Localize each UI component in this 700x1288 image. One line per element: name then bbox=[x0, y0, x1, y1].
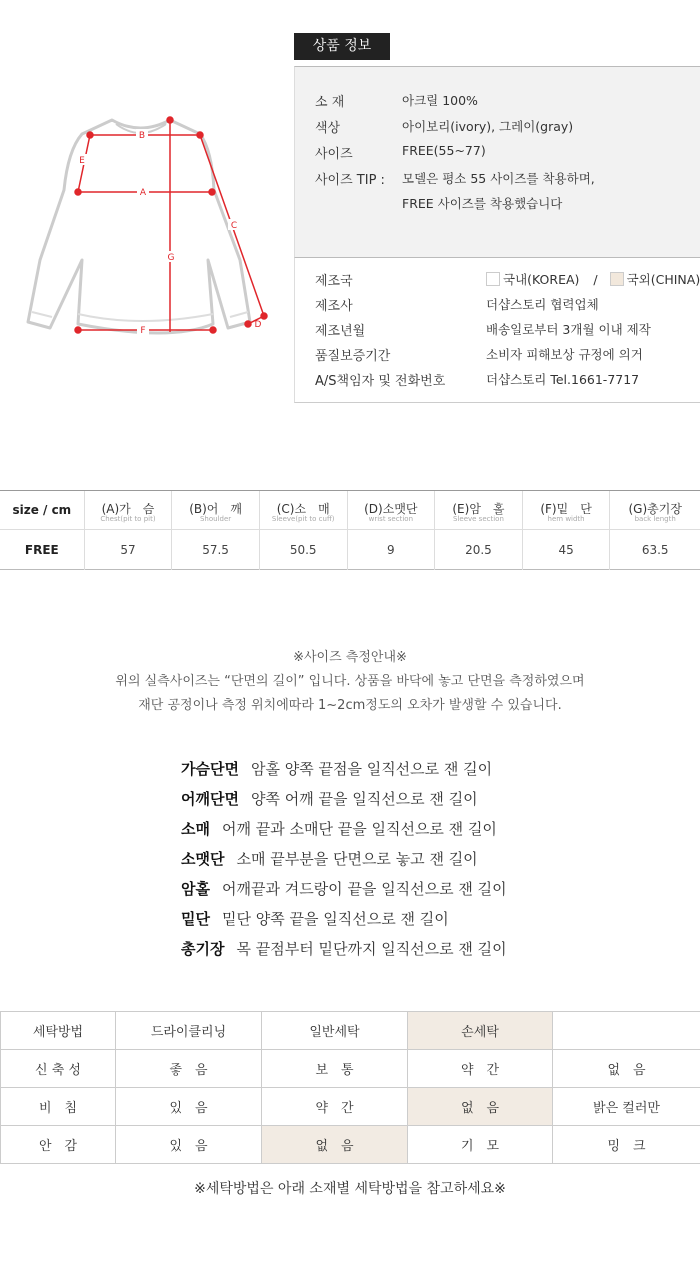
definition-desc: 암홀 양쪽 끝점을 일직선으로 잰 길이 bbox=[250, 760, 493, 778]
size-table-header bbox=[0, 491, 700, 530]
origin-label: 제조국 bbox=[315, 274, 353, 289]
care-cell: 없 음 bbox=[553, 1050, 700, 1088]
guide-title: ※사이즈 측정안내※ bbox=[293, 650, 407, 665]
label-b: B bbox=[138, 131, 146, 141]
size-col-armhole bbox=[435, 491, 523, 529]
spec-value: 아이보리(ivory), 그레이(gray) bbox=[402, 119, 574, 134]
definition-term: 소맷단 bbox=[181, 850, 225, 868]
label-a: A bbox=[139, 188, 147, 198]
detail-value: 소비자 피해보상 규정에 의거 bbox=[486, 347, 643, 362]
point-d-left bbox=[245, 321, 251, 327]
size-col-shoulder bbox=[172, 491, 260, 529]
size-col-wrist bbox=[348, 491, 436, 529]
care-row-label: 신 축 성 bbox=[1, 1050, 116, 1088]
point-b-left bbox=[87, 132, 93, 138]
care-cell bbox=[553, 1012, 700, 1050]
definition-desc: 어깨 끝과 소매단 끝을 일직선으로 잰 길이 bbox=[221, 820, 497, 838]
origin-options bbox=[486, 270, 700, 288]
label-e: E bbox=[79, 156, 85, 166]
point-f-left bbox=[75, 327, 81, 333]
definition-item bbox=[181, 814, 681, 844]
label-f: F bbox=[140, 326, 146, 336]
sweater-measurement-diagram bbox=[20, 110, 280, 350]
definition-item bbox=[181, 874, 681, 904]
size-row-label: FREE bbox=[0, 530, 85, 570]
definition-item bbox=[181, 844, 681, 874]
definition-term: 총기장 bbox=[181, 940, 225, 958]
origin-divider: / bbox=[593, 272, 598, 287]
col-sub: Sleeve(pit to cuff) bbox=[271, 515, 335, 523]
definition-term: 밑단 bbox=[181, 910, 210, 928]
detail-label: 품질보증기간 bbox=[315, 349, 391, 364]
care-row-sheer bbox=[1, 1088, 700, 1126]
definition-item bbox=[181, 904, 681, 934]
spec-label: 사이즈 TIP : bbox=[315, 173, 385, 188]
definition-desc: 밑단 양쪽 끝을 일직선으로 잰 길이 bbox=[221, 910, 449, 928]
size-col-hem bbox=[523, 491, 611, 529]
definition-desc: 어깨끝과 겨드랑이 끝을 일직선으로 잰 길이 bbox=[221, 880, 507, 898]
care-note: ※세탁방법은 아래 소재별 세탁방법을 참고하세요※ bbox=[194, 1181, 506, 1197]
col-name: (B)어 깨 bbox=[189, 502, 242, 516]
manufacture-info-box bbox=[294, 257, 700, 403]
care-cell: 기 모 bbox=[408, 1126, 553, 1164]
detail-label: 제조년월 bbox=[315, 324, 366, 339]
size-value: 45 bbox=[523, 530, 611, 570]
definition-term: 가슴단면 bbox=[181, 760, 239, 778]
care-row-wash bbox=[1, 1012, 700, 1050]
care-row-lining bbox=[1, 1126, 700, 1164]
size-value: 50.5 bbox=[260, 530, 348, 570]
definition-term: 어깨단면 bbox=[181, 790, 239, 808]
definition-term: 암홀 bbox=[181, 880, 210, 898]
care-cell: 밍 크 bbox=[553, 1126, 700, 1164]
care-table bbox=[0, 1011, 700, 1164]
size-value: 63.5 bbox=[641, 543, 669, 557]
point-b-right bbox=[197, 132, 203, 138]
size-table-row bbox=[0, 530, 700, 570]
col-sub: Shoulder bbox=[199, 515, 232, 523]
size-col-chest bbox=[85, 491, 173, 529]
col-name: (G)총기장 bbox=[628, 502, 682, 516]
detail-value: 더샵스토리 협력업체 bbox=[486, 297, 599, 312]
definition-item bbox=[181, 754, 681, 784]
korea-checkbox-icon bbox=[486, 272, 500, 286]
spec-value: FREE(55~77) bbox=[402, 143, 486, 158]
col-sub: Sleeve section bbox=[453, 515, 504, 523]
spec-value: 모델은 평소 55 사이즈를 착용하며, bbox=[402, 171, 595, 186]
detail-label: A/S책임자 및 전화번호 bbox=[315, 374, 446, 389]
col-sub: Chest(pit to pit) bbox=[100, 515, 156, 523]
point-c-end bbox=[261, 313, 267, 319]
point-a-left bbox=[75, 189, 81, 195]
col-name: (A)가 슴 bbox=[101, 502, 155, 516]
china-checkbox-icon bbox=[610, 272, 624, 286]
size-value: 9 bbox=[348, 530, 436, 570]
col-name: (F)밑 단 bbox=[540, 502, 592, 516]
care-cell-selected: 손세탁 bbox=[408, 1012, 553, 1050]
spec-value: FREE 사이즈를 착용했습니다 bbox=[402, 196, 563, 211]
product-spec-box bbox=[294, 66, 700, 257]
label-g: G bbox=[167, 253, 175, 263]
care-cell-selected: 없 음 bbox=[408, 1088, 553, 1126]
care-row-label: 비 침 bbox=[1, 1088, 116, 1126]
sweater-outline bbox=[28, 120, 250, 333]
col-sub: wrist section bbox=[368, 515, 414, 523]
care-cell: 보 통 bbox=[262, 1050, 408, 1088]
size-value: 20.5 bbox=[435, 530, 523, 570]
definition-desc: 양쪽 어깨 끝을 일직선으로 잰 길이 bbox=[250, 790, 478, 808]
care-cell: 드라이클리닝 bbox=[116, 1012, 262, 1050]
label-c: C bbox=[230, 221, 238, 231]
point-g-top bbox=[167, 117, 173, 123]
col-name: (C)소 매 bbox=[276, 502, 330, 516]
size-col-length bbox=[610, 491, 700, 529]
cuff-line-left bbox=[32, 312, 52, 317]
care-cell: 약 간 bbox=[408, 1050, 553, 1088]
spec-value: 아크릴 100% bbox=[402, 93, 478, 108]
definition-term: 소매 bbox=[181, 820, 210, 838]
spec-label: 소 재 bbox=[315, 95, 345, 110]
care-cell-selected: 없 음 bbox=[262, 1126, 408, 1164]
care-cell: 밝은 컬러만 bbox=[553, 1088, 700, 1126]
care-cell: 일반세탁 bbox=[262, 1012, 408, 1050]
measurement-definitions bbox=[181, 754, 681, 964]
definition-item bbox=[181, 784, 681, 814]
detail-label: 제조사 bbox=[315, 299, 353, 314]
col-sub: back length bbox=[634, 515, 676, 523]
definition-item bbox=[181, 934, 681, 964]
spec-label: 사이즈 bbox=[315, 147, 353, 162]
care-row-stretch bbox=[1, 1050, 700, 1088]
label-d: D bbox=[254, 320, 262, 330]
cuff-line-right bbox=[230, 312, 248, 317]
care-row-label: 안 감 bbox=[1, 1126, 116, 1164]
size-unit-header: size / cm bbox=[0, 491, 85, 529]
size-value: 57.5 bbox=[172, 530, 260, 570]
size-table bbox=[0, 490, 700, 570]
spec-label: 색상 bbox=[315, 121, 341, 136]
definition-desc: 목 끝점부터 밑단까지 일직선으로 잰 길이 bbox=[236, 940, 507, 958]
product-info-tag: 상품 정보 bbox=[294, 33, 390, 60]
size-col-sleeve bbox=[260, 491, 348, 529]
col-sub: hem width bbox=[547, 515, 585, 523]
hem-line bbox=[78, 314, 213, 321]
point-a-right bbox=[209, 189, 215, 195]
definition-desc: 소매 끝부분을 단면으로 놓고 잰 길이 bbox=[236, 850, 478, 868]
col-name: (E)암 홀 bbox=[452, 502, 505, 516]
origin-korea: 국내(KOREA) bbox=[503, 272, 580, 287]
origin-china: 국외(CHINA) bbox=[626, 272, 700, 287]
detail-value: 배송일로부터 3개월 이내 제작 bbox=[486, 322, 651, 337]
point-f-right bbox=[210, 327, 216, 333]
care-row-label: 세탁방법 bbox=[1, 1012, 116, 1050]
col-name: (D)소맷단 bbox=[364, 502, 418, 516]
size-value: 57 bbox=[85, 530, 173, 570]
care-cell: 있 음 bbox=[116, 1088, 262, 1126]
size-guide bbox=[0, 646, 700, 718]
care-cell: 좋 음 bbox=[116, 1050, 262, 1088]
guide-line: 위의 실측사이즈는 “단면의 길이” 입니다. 상품을 바닥에 놓고 단면을 측정하였으며 bbox=[115, 674, 585, 689]
guide-line: 재단 공정이나 측정 위치에따라 1~2cm정도의 오차가 발생할 수 있습니다. bbox=[138, 698, 562, 713]
detail-value: 더샵스토리 Tel.1661-7717 bbox=[486, 372, 640, 387]
care-cell: 있 음 bbox=[116, 1126, 262, 1164]
care-cell: 약 간 bbox=[262, 1088, 408, 1126]
